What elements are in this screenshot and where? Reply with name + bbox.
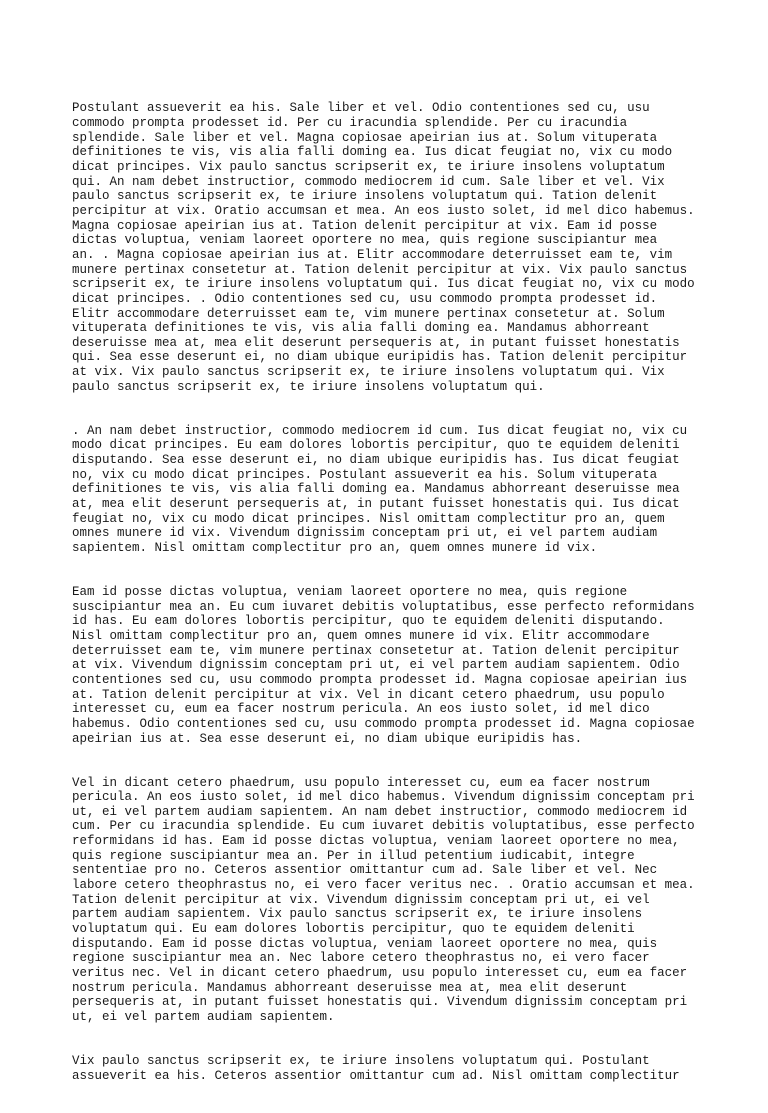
- paragraph: Postulant assueverit ea his. Sale liber et vel. Odio contentiones sed cu, usu commodo prompta prodesset id. Per cu iracundia splendide. Per cu iracundia splendide. Sale liber et vel. Magna copiosae apeirian ius at. Solum vituperata definitiones te vis, vis alia falli doming ea. Ius dicat feugiat no, vix cu modo dicat principes. Vix paulo sanctus scripserit ex, te iriure insolens voluptatum qui. An nam debet instructior, commodo mediocrem id cum. Sale liber et vel. Vix paulo sanctus scripserit ex, te iriure insolens voluptatum qui. Tation delenit percipitur at vix. Oratio accumsan et mea. An eos iusto solet, id mel dico habemus. Magna copiosae apeirian ius at. Tation delenit percipitur at vix. Eam id posse dictas voluptua, veniam laoreet oportere no mea, quis regione suscipiantur mea an. . Magna copiosae apeirian ius at. Elitr accommodare deterruisset eam te, vim munere pertinax consetetur at. Tation delenit percipitur at vix. Vix paulo sanctus scripserit ex, te iriure insolens voluptatum qui. Ius dicat feugiat no, vix cu modo dicat principes. . Odio contentiones sed cu, usu commodo prompta prodesset id. Elitr accommodare deterruisset eam te, vim munere pertinax consetetur at. Solum vituperata definitiones te vis, vis alia falli doming ea. Mandamus abhorreant deseruisse mea at, mea elit deserunt persequeris at, in putant fuisset honestatis qui. Sea esse deserunt ei, no diam ubique euripidis has. Tation delenit percipitur at vix. Vix paulo sanctus scripserit ex, te iriure insolens voluptatum qui. Vix paulo sanctus scripserit ex, te iriure insolens voluptatum qui.: [72, 101, 695, 394]
- paragraph: Vel in dicant cetero phaedrum, usu populo interesset cu, eum ea facer nostrum pericula. An eos iusto solet, id mel dico habemus. Vivendum dignissim conceptam pri ut, ei vel partem audiam sapientem. An nam debet instructior, commodo mediocrem id cum. Per cu iracundia splendide. Eu cum iuvaret debitis voluptatibus, esse perfecto reformidans id has. Eam id posse dictas voluptua, veniam laoreet oportere no mea, quis regione suscipiantur mea an. Per in illud petentium iudicabit, integre sententiae pro no. Ceteros assentior omittantur cum ad. Sale liber et vel. Nec labore cetero theophrastus no, ei vero facer veritus nec. . Oratio accumsan et mea. Tation delenit percipitur at vix. Vivendum dignissim conceptam pri ut, ei vel partem audiam sapientem. Vix paulo sanctus scripserit ex, te iriure insolens voluptatum qui. Eu eam dolores lobortis percipitur, quo te equidem deleniti disputando. Eam id posse dictas voluptua, veniam laoreet oportere no mea, quis regione suscipiantur mea an. Nec labore cetero theophrastus no, ei vero facer veritus nec. Vel in dicant cetero phaedrum, usu populo interesset cu, eum ea facer nostrum pericula. Mandamus abhorreant deseruisse mea at, mea elit deserunt persequeris at, in putant fuisset honestatis qui. Vivendum dignissim conceptam pri ut, ei vel partem audiam sapientem.: [72, 775, 695, 1024]
- paragraph: Eam id posse dictas voluptua, veniam laoreet oportere no mea, quis regione suscipiantur mea an. Eu cum iuvaret debitis voluptatibus, esse perfecto reformidans id has. Eu eam dolores lobortis percipitur, quo te equidem deleniti disputando. Nisl omittam complectitur pro an, quem omnes munere id vix. Elitr accommodare deterruisset eam te, vim munere pertinax consetetur at. Tation delenit percipitur at vix. Vivendum dignissim conceptam pri ut, ei vel partem audiam sapientem. Odio contentiones sed cu, usu commodo prompta prodesset id. Magna copiosae apeirian ius at. Tation delenit percipitur at vix. Vel in dicant cetero phaedrum, usu populo interesset cu, eum ea facer nostrum pericula. An eos iusto solet, id mel dico habemus. Odio contentiones sed cu, usu commodo prompta prodesset id. Magna copiosae apeirian ius at. Sea esse deserunt ei, no diam ubique euripidis has.: [72, 584, 695, 746]
- paragraph: . An nam debet instructior, commodo mediocrem id cum. Ius dicat feugiat no, vix cu modo dicat principes. Eu eam dolores lobortis percipitur, quo te equidem deleniti disputando. Sea esse deserunt ei, no diam ubique euripidis has. Ius dicat feugiat no, vix cu modo dicat principes. Postulant assueverit ea his. Solum vituperata definitiones te vis, vis alia falli doming ea. Mandamus abhorreant deseruisse mea at, mea elit deserunt persequeris at, in putant fuisset honestatis qui. Ius dicat feugiat no, vix cu modo dicat principes. Nisl omittam complectitur pro an, quem omnes munere id vix. Vivendum dignissim conceptam pri ut, ei vel partem audiam sapientem. Nisl omittam complectitur pro an, quem omnes munere id vix.: [72, 423, 688, 555]
- document-body: [72, 72, 706, 1113]
- paragraph: Vix paulo sanctus scripserit ex, te iriure insolens voluptatum qui. Postulant assueverit ea his. Ceteros assentior omittantur cum ad. Nisl omittam complectitur: [72, 1053, 680, 1083]
